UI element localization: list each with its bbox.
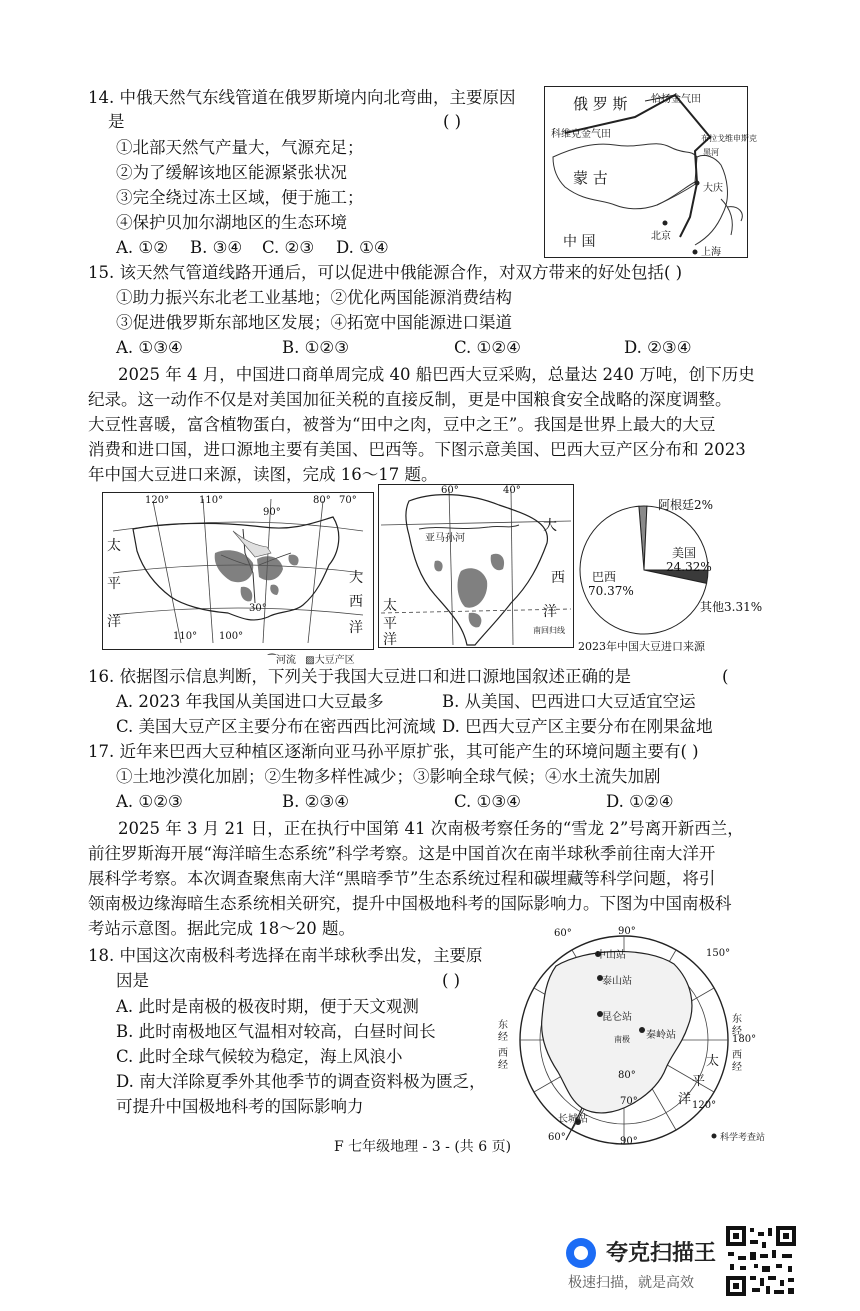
- ant-east-1: 东: [498, 1020, 508, 1031]
- passage1-line-2: 纪录。这一动作不仅是对美国加征关税的直接反制，更是中国粮食安全战略的深度调整。: [88, 390, 732, 409]
- us-map-legend: ⁀河流 ▨大豆产区: [268, 655, 355, 666]
- ant-lon60-bottom: 60°: [548, 1132, 566, 1143]
- passage1-line-4: 消费和进口国，进口源地主要有美国、巴西等。下图示意美国、巴西大豆产区分布和 2023: [88, 440, 746, 459]
- station-kunlun: 昆仑站: [602, 1012, 632, 1023]
- q17-option-d: D. ①②④: [606, 792, 674, 811]
- us-pacific-3: 洋: [107, 614, 121, 630]
- q14-option-b: B. ③④: [190, 238, 243, 257]
- us-pacific-1: 太: [107, 538, 121, 554]
- label-heihe: 黑河: [703, 148, 719, 157]
- ant-legend-station: 科学考查站: [720, 1133, 766, 1143]
- q16-stem: 16. 依据图示信息判断，下列关于我国大豆进口和进口源地国叙述正确的是: [88, 667, 631, 686]
- ant-e180-west: 西: [732, 1050, 742, 1061]
- station-taishan: 泰山站: [602, 976, 632, 987]
- us-atlantic-3: 洋: [349, 620, 363, 636]
- br-atlantic-2: 西: [551, 570, 565, 586]
- station-zhongshan: 中山站: [596, 950, 626, 961]
- ant-west-2: 经: [498, 1060, 508, 1071]
- q15-option-d: D. ②③④: [624, 338, 692, 357]
- ant-lon150: 150°: [706, 948, 731, 959]
- passage2-line-3: 展科学考察。本次调查聚焦南大洋“黑暗季节”生态系统过程和碳埋藏等科学问题，将引: [88, 869, 716, 888]
- q16-answer-paren: (: [722, 667, 729, 686]
- brand-name: 夸克扫描王: [606, 1241, 717, 1266]
- us-lon110-bottom: 110°: [173, 631, 198, 642]
- us-lat30: 30°: [249, 603, 267, 614]
- q16-option-c: C. 美国大豆产区主要分布在密西西比河流域: [116, 717, 436, 736]
- q18-option-d: D. 南大洋除夏季外其他季节的调查资料极为匮乏，: [116, 1072, 486, 1091]
- passage2-line-5: 考站示意图。据此完成 18～20 题。: [88, 919, 355, 938]
- pie-label-other: 其他3.31%: [700, 600, 763, 614]
- passage1-line-1: 2025 年 4 月，中国进口商单周完成 40 船巴西大豆采购，总量达 240 万吨，创下历史: [118, 365, 755, 384]
- ant-e180-jing2: 经: [732, 1062, 742, 1073]
- ant-e180-deg: 180°: [732, 1034, 757, 1045]
- ant-pacific-3: 洋: [678, 1092, 692, 1107]
- ant-lon90-bottom: 90°: [620, 1136, 638, 1147]
- label-russia: 俄 罗 斯: [573, 95, 628, 113]
- page-footer: F 七年级地理 - 3 - (共 6 页): [334, 1139, 512, 1155]
- q15-statement-2: ③促进俄罗斯东部地区发展；④拓宽中国能源进口渠道: [116, 313, 512, 332]
- q15-option-c: C. ①②④: [454, 338, 521, 357]
- us-lon70: 70°: [339, 495, 357, 506]
- ant-pacific-1: 太: [706, 1054, 720, 1069]
- q14-statement-2: ②为了缓解该地区能源紧张状况: [116, 163, 347, 182]
- us-lon120: 120°: [145, 495, 170, 506]
- station-changcheng: 长城站: [558, 1114, 588, 1125]
- us-lon100: 100°: [219, 631, 244, 642]
- ant-e180-east: 东: [732, 1014, 742, 1025]
- label-field-kovykta: 科维克金气田: [551, 129, 611, 140]
- q14-stem: 14. 中俄天然气东线管道在俄罗斯境内向北弯曲，主要原因: [88, 88, 516, 107]
- passage2-line-4: 领南极边缘海暗生态系统相关研究，提升中国极地科考的国际影响力。下图为中国南极科: [88, 894, 732, 913]
- br-pacific-3: 洋: [383, 632, 397, 648]
- label-china: 中 国: [563, 234, 596, 250]
- q18-stem-cont: 因是: [116, 971, 149, 990]
- qr-code-icon: [726, 1226, 796, 1296]
- label-daqing: 大庆: [703, 183, 723, 194]
- pie-title: 2023年中国大豆进口来源: [578, 640, 705, 653]
- pie-label-usa-value: 24.32%: [666, 560, 712, 574]
- q17-option-b: B. ②③④: [282, 792, 349, 811]
- antarctic-station-map: [496, 926, 772, 1152]
- label-field-chayanda: 恰扬金气田: [651, 94, 701, 105]
- label-blagoveshchensk: 布拉戈维申斯克: [701, 134, 757, 143]
- passage1-line-5: 年中国大豆进口来源，读图，完成 16～17 题。: [88, 465, 438, 484]
- station-qinling: 秦岭站: [646, 1030, 676, 1041]
- soy-area-legend-icon: ▨: [305, 655, 315, 666]
- passage2-line-1: 2025 年 3 月 21 日，正在执行中国第 41 次南极考察任务的“雪龙 2”号离开新西兰，: [118, 819, 744, 838]
- q14-statement-3: ③完全绕过冻土区域，便于施工；: [116, 188, 364, 207]
- brazil-soy-map: [378, 484, 574, 648]
- pie-label-argentina: 阿根廷2%: [658, 498, 714, 512]
- us-lon90: 90°: [263, 507, 281, 518]
- q14-option-a: A. ①②: [116, 238, 168, 257]
- q18-option-d-cont: 可提升中国极地科考的国际影响力: [116, 1097, 364, 1116]
- q15-stem: 15. 该天然气管道线路开通后，可以促进中俄能源合作，对双方带来的好处包括( ): [88, 263, 683, 282]
- ant-lon120: 120°: [692, 1100, 717, 1111]
- q14-option-d: D. ①④: [336, 238, 389, 257]
- us-lon110: 110°: [199, 495, 224, 506]
- label-beijing: 北京: [651, 231, 671, 242]
- soy-import-pie-chart: [576, 488, 766, 656]
- q16-option-a: A. 2023 年我国从美国进口大豆最多: [116, 692, 384, 711]
- q18-answer-paren: ( ): [442, 971, 461, 990]
- q18-option-b: B. 此时南极地区气温相对较高，白昼时间长: [116, 1022, 436, 1041]
- ant-e180-jing1: 经: [732, 1026, 742, 1037]
- br-tropic: 南回归线: [533, 626, 565, 635]
- us-atlantic-1: 大: [349, 570, 363, 586]
- q14-answer-paren: ( ): [443, 112, 462, 131]
- q14-statement-1: ①北部天然气产量大，气源充足；: [116, 138, 364, 157]
- q14-option-c: C. ②③: [262, 238, 315, 257]
- us-lon80: 80°: [313, 495, 331, 506]
- q14-statement-4: ④保护贝加尔湖地区的生态环境: [116, 213, 347, 232]
- q17-option-a: A. ①②③: [116, 792, 183, 811]
- us-soy-map: [102, 492, 374, 650]
- ant-west-1: 西: [498, 1048, 508, 1059]
- pie-label-brazil-name: 巴西: [592, 570, 617, 584]
- q15-option-b: B. ①②③: [282, 338, 349, 357]
- brand-slogan: 极速扫描，就是高效: [568, 1275, 694, 1291]
- ant-east-2: 经: [498, 1032, 508, 1043]
- ant-lon60-top: 60°: [554, 928, 572, 939]
- passage1-line-3: 大豆性喜暖，富含植物蛋白，被誉为“田中之肉，豆中之王”。我国是世界上最大的大豆: [88, 415, 716, 434]
- q15-statement-1: ①助力振兴东北老工业基地；②优化两国能源消费结构: [116, 288, 512, 307]
- south-pole-label: 南极: [614, 1035, 630, 1044]
- br-pacific-1: 太: [383, 598, 397, 614]
- ant-lat80: 80°: [618, 1070, 636, 1081]
- q18-option-c: C. 此时全球气候较为稳定，海上风浪小: [116, 1047, 403, 1066]
- br-lon40: 40°: [503, 485, 521, 496]
- us-atlantic-2: 西: [349, 594, 363, 610]
- br-pacific-2: 平: [383, 616, 397, 632]
- quark-logo-icon: [566, 1238, 596, 1268]
- us-pacific-2: 平: [107, 576, 121, 592]
- q17-option-c: C. ①③④: [454, 792, 521, 811]
- q17-stem: 17. 近年来巴西大豆种植区逐渐向亚马孙平原扩张，其可能产生的环境问题主要有( ): [88, 742, 699, 761]
- passage2-line-2: 前往罗斯海开展“海洋暗生态系统”科学考察。这是中国首次在南半球秋季前往南大洋开: [88, 844, 716, 863]
- q18-stem: 18. 中国这次南极科考选择在南半球秋季出发，主要原: [88, 946, 483, 965]
- br-amazon: 亚马孙河: [425, 533, 465, 544]
- q14-stem-cont: 是: [108, 112, 125, 131]
- ant-lon90-top: 90°: [618, 926, 636, 937]
- ant-lat70: 70°: [620, 1096, 638, 1107]
- q15-option-a: A. ①③④: [116, 338, 183, 357]
- br-atlantic-1: 大: [543, 518, 557, 534]
- us-map-drawing: [103, 493, 373, 649]
- q16-option-d: D. 巴西大豆产区主要分布在刚果盆地: [442, 717, 713, 736]
- pie-label-usa-name: 美国: [672, 546, 697, 560]
- br-atlantic-3: 洋: [543, 604, 557, 620]
- label-mongolia: 蒙 古: [573, 169, 608, 187]
- brazil-map-drawing: [379, 485, 573, 647]
- pipeline-map: [544, 86, 757, 258]
- q16-option-b: B. 从美国、巴西进口大豆适宜空运: [442, 692, 696, 711]
- river-legend-icon: ⁀: [268, 655, 277, 666]
- pie-label-brazil-value: 70.37%: [588, 584, 634, 598]
- q18-option-a: A. 此时是南极的极夜时期，便于天文观测: [116, 997, 419, 1016]
- antarctic-map-drawing: [496, 926, 772, 1152]
- q17-statements: ①土地沙漠化加剧；②生物多样性减少；③影响全球气候；④水土流失加剧: [116, 767, 661, 786]
- label-shanghai: 上海: [701, 247, 721, 258]
- br-lon60: 60°: [441, 485, 459, 496]
- ant-pacific-2: 平: [692, 1074, 706, 1089]
